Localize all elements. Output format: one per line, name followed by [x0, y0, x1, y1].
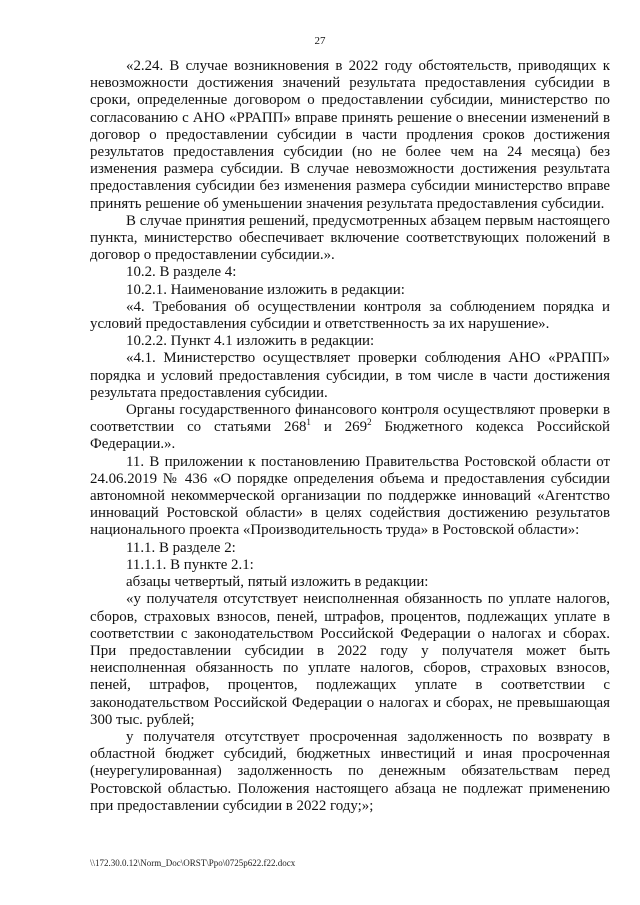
paragraph: 10.2.1. Наименование изложить в редакции:: [126, 281, 405, 298]
footnote-marker: 1: [306, 417, 311, 428]
footnote-marker: 2: [367, 417, 372, 428]
paragraph: 10.2. В разделе 4:: [126, 264, 237, 281]
page-number: 27: [314, 35, 326, 47]
paragraph: В случае принятия решений, предусмотренных абзацем первым настоящего пункта, министерство обеспечивает включение соответствующих положений в договор о предоставлении субсидии.».: [90, 212, 610, 264]
paragraph: абзацы четвертый, пятый изложить в редакции:: [126, 574, 429, 591]
paragraph: 10.2.2. Пункт 4.1 изложить в редакции:: [126, 333, 375, 350]
footer-file-path: \\172.30.0.12\Norm_Doc\ORST\Ppo\0725p622.f22.docx: [90, 858, 296, 868]
paragraph: 11. В приложении к постановлению Правительства Ростовской области от 24.06.2019 № 436 «О порядке определения объема и предоставления субсидии автономной некоммерческой организации по поддержке инноваций «Агентство инноваций Ростовской области» в целях содействия достижению результатов национального проекта «Производительность труда» в Ростовской области»:: [90, 453, 610, 539]
paragraph: «4.1. Министерство осуществляет проверки соблюдения АНО «РРАПП» порядка и условий предоставления субсидии, в том числе в части достижения результата предоставления субсидии.: [90, 350, 610, 401]
paragraph: «4. Требования об осуществлении контроля за соблюдением порядка и условий предоставления субсидии и ответственность за их нарушение».: [90, 298, 610, 333]
paragraph: 11.1. В разделе 2:: [126, 539, 236, 556]
paragraph: «2.24. В случае возникновения в 2022 году обстоятельств, приводящих к невозможности достижения значений результата предоставления субсидии в сроки, определенные договором о предоставлении субсидии, министерство по согласованию с АНО «РРАПП» вправе принять решение о внесении изменений в договор о предоставлении субсидии в части продления сроков достижения результатов предоставления субсидии (но не более чем на 24 месяца) без изменения размера субсидии. В случае невозможности достижения результата предоставления субсидии без изменения размера субсидии министерство вправе принять решение об уменьшении значения результата предоставления субсидии.: [90, 58, 610, 212]
paragraph: у получателя отсутствует просроченная задолженность по возврату в областной бюджет субсидий, бюджетных инвестиций и иная просроченная (неурегулированная) задолженность по денежным обязательствам перед Ростовской областью. Положения настоящего абзаца не подлежат применению при предоставлении субсидии в 2022 году;»;: [90, 728, 610, 814]
paragraph: «у получателя отсутствует неисполненная обязанность по уплате налогов, сборов, страховых взносов, пеней, штрафов, процентов, подлежащих уплате в соответствии с законодательством Российской Федерации о налогах и сборах. При предоставлении субсидии в 2022 году у получателя может быть неисполненная обязанность по уплате налогов, сборов, страховых взносов, пеней, штрафов, процентов, подлежащих уплате в соответствии с законодательством Российской Федерации о налогах и сборах, не превышающая 300 тыс. рублей;: [90, 591, 610, 728]
paragraph: 11.1.1. В пункте 2.1:: [126, 556, 254, 573]
paragraph-text: Органы государственного финансового контроля осуществляют проверки в соответствии со статьями 268: [90, 402, 610, 436]
paragraph-financial-control: [90, 402, 610, 454]
document-body: [90, 58, 610, 815]
paragraph-text: Бюджетного кодекса Российской Федерации.».: [90, 419, 610, 453]
paragraph-text: и 269: [310, 419, 368, 436]
